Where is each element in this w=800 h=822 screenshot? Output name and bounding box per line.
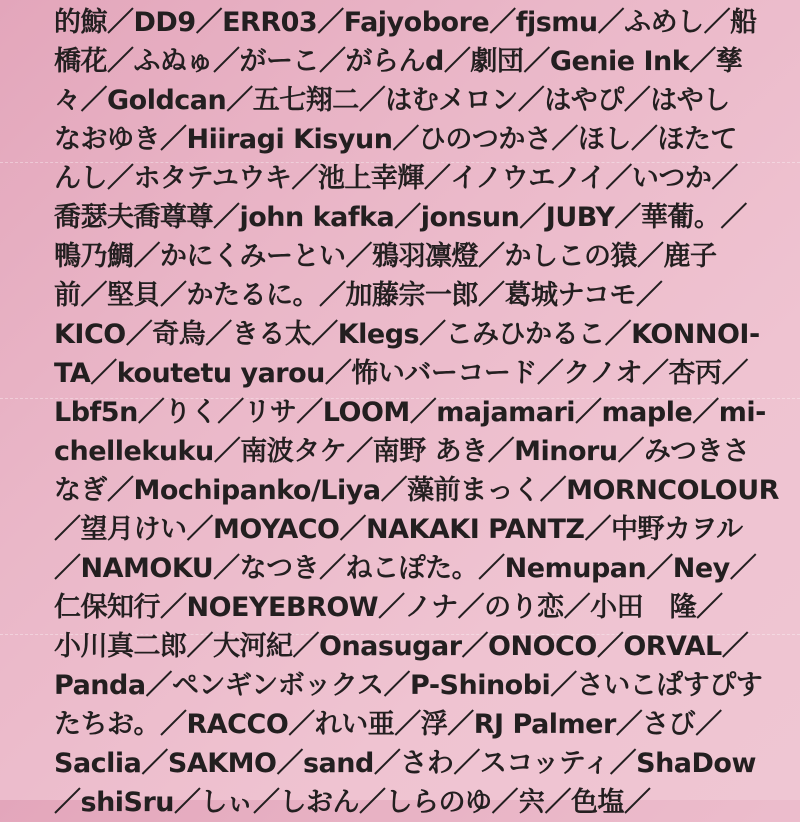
credits-line: Panda／ペンギンボックス／P-Shinobi／さいこぱすぴす <box>54 670 763 701</box>
credits-line: ／NAMOKU／なつき／ねこぽた。／Nemupan／Ney／ <box>54 553 757 584</box>
credits-line: ／shiSru／しぃ／しおん／しらのゆ／宍／色塩／ <box>54 787 651 818</box>
credits-list <box>54 3 779 822</box>
credits-line: chellekuku／南波タケ／南野 あき／Minoru／みつきさ <box>54 436 750 467</box>
credits-line: TA／koutetu yarou／怖いバーコード／クノオ／杏丙／ <box>54 358 749 389</box>
credits-line: 喬瑟夫喬尊尊／john kafka／jonsun／JUBY／華葡。／ <box>54 202 747 233</box>
credits-line: んし／ホタテユウキ／池上幸輝／イノウエノイ／いつか／ <box>54 163 738 194</box>
credits-line: なおゆき／Hiiragi Kisyun／ひのつかさ／ほし／ほたて <box>54 124 737 155</box>
credits-line: Saclia／SAKMO／sand／さわ／スコッティ／ShaDow <box>54 748 756 779</box>
credits-line: なぎ／Mochipanko/Liya／藻前まっく／MORNCOLOUR <box>54 475 779 506</box>
credits-line: 的鯨／DD9／ERR03／Fajyobore／fjsmu／ふめし／船 <box>54 7 757 38</box>
credits-line: 鴨乃鯛／かにくみーとい／鴉羽凛燈／かしこの猿／鹿子 <box>54 241 717 272</box>
credits-line: 小川真二郎／大河紀／Onasugar／ONOCO／ORVAL／ <box>54 631 749 662</box>
credits-line: 前／堅貝／かたるに。／加藤宗一郎／葛城ナコモ／ <box>54 280 663 311</box>
credits-line: 橋花／ふぬゅ／がーこ／がらんd／劇団／Genie Ink／孳 <box>54 46 743 77</box>
credits-line: たちお。／RACCO／れい亜／浮／RJ Palmer／さび／ <box>54 709 722 740</box>
credits-line: Lbf5n／りく／リサ／LOOM／majamari／maple／mi- <box>54 397 766 428</box>
credits-line: ／望月けい／MOYACO／NAKAKI PANTZ／中野カヲル <box>54 514 743 545</box>
credits-line: 々／Goldcan／五七翔二／はむメロン／はやぴ／はやし <box>54 85 730 116</box>
credits-line: 仁保知行／NOEYEBROW／ノナ／のり恋／小田 隆／ <box>54 592 723 623</box>
credits-line: KICO／奇烏／きる太／Klegs／こみひかるこ／KONNOI- <box>54 319 760 350</box>
